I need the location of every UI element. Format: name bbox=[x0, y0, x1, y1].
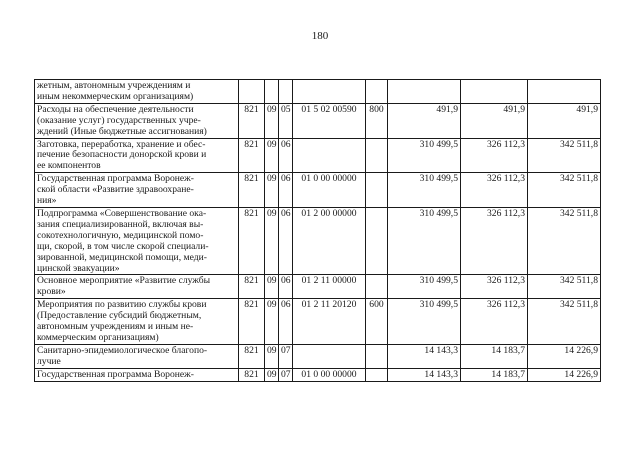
cell-amount-year1: 310 499,5 bbox=[388, 173, 461, 208]
item-name-line: лучие bbox=[37, 355, 61, 367]
item-name-line: автономным учреждениям и иным не- bbox=[37, 321, 194, 333]
cell-section-code bbox=[265, 80, 279, 104]
item-name-line: Основное мероприятие «Развитие службы bbox=[37, 275, 211, 287]
cell-ministry-code: 821 bbox=[239, 138, 265, 173]
table-row bbox=[35, 173, 601, 208]
cell-item-name bbox=[35, 173, 239, 208]
item-name-line: Заготовка, переработка, хранение и обес- bbox=[37, 138, 206, 150]
cell-ministry-code: 821 bbox=[239, 299, 265, 345]
cell-section-code: 09 bbox=[265, 368, 279, 381]
cell-item-name bbox=[35, 207, 239, 274]
item-name-line: Санитарно-эпидемиологическое благопо- bbox=[37, 344, 208, 356]
cell-target-article: 01 0 00 00000 bbox=[293, 173, 366, 208]
cell-amount-year2: 14 183,7 bbox=[461, 368, 528, 381]
cell-subsection-code: 06 bbox=[279, 138, 293, 173]
cell-amount-year1: 491,9 bbox=[388, 103, 461, 138]
item-name-line: ния» bbox=[37, 195, 57, 207]
cell-amount-year2: 326 112,3 bbox=[461, 138, 528, 173]
cell-subsection-code bbox=[279, 80, 293, 104]
item-name-line: Государственная программа Воронеж- bbox=[37, 368, 194, 380]
cell-item-name bbox=[35, 368, 239, 381]
cell-expense-type: 600 bbox=[366, 299, 388, 345]
cell-subsection-code: 06 bbox=[279, 207, 293, 274]
cell-subsection-code: 06 bbox=[279, 299, 293, 345]
cell-amount-year3: 14 226,9 bbox=[528, 368, 601, 381]
item-name-line: жетным, автономным учреждениям и bbox=[37, 80, 191, 91]
cell-amount-year1: 14 143,3 bbox=[388, 368, 461, 381]
cell-section-code: 09 bbox=[265, 207, 279, 274]
cell-item-name bbox=[35, 275, 239, 299]
cell-amount-year3: 342 511,8 bbox=[528, 207, 601, 274]
cell-amount-year1: 310 499,5 bbox=[388, 299, 461, 345]
cell-amount-year2: 326 112,3 bbox=[461, 173, 528, 208]
cell-section-code: 09 bbox=[265, 103, 279, 138]
cell-amount-year1 bbox=[388, 80, 461, 104]
cell-section-code: 09 bbox=[265, 299, 279, 345]
item-name-line: ской области «Развитие здравоохране- bbox=[37, 184, 194, 196]
table-row bbox=[35, 103, 601, 138]
cell-amount-year2: 326 112,3 bbox=[461, 275, 528, 299]
cell-ministry-code: 821 bbox=[239, 368, 265, 381]
budget-table bbox=[34, 79, 601, 382]
cell-amount-year3 bbox=[528, 80, 601, 104]
table-row bbox=[35, 207, 601, 274]
cell-amount-year3: 342 511,8 bbox=[528, 138, 601, 173]
cell-subsection-code: 05 bbox=[279, 103, 293, 138]
cell-subsection-code: 07 bbox=[279, 368, 293, 381]
cell-amount-year3: 342 511,8 bbox=[528, 275, 601, 299]
cell-target-article: 01 0 00 00000 bbox=[293, 368, 366, 381]
item-name-line: (оказание услуг) государственных учре- bbox=[37, 114, 201, 126]
cell-amount-year2: 491,9 bbox=[461, 103, 528, 138]
item-name-line: иным некоммерческим организациям) bbox=[37, 90, 194, 102]
cell-ministry-code bbox=[239, 80, 265, 104]
cell-section-code: 09 bbox=[265, 344, 279, 368]
item-name-line: крови» bbox=[37, 286, 66, 298]
table-row bbox=[35, 344, 601, 368]
cell-amount-year3: 342 511,8 bbox=[528, 173, 601, 208]
item-name-line: Мероприятия по развитию службы крови bbox=[37, 299, 207, 311]
cell-amount-year3: 342 511,8 bbox=[528, 299, 601, 345]
table-row bbox=[35, 368, 601, 381]
cell-amount-year1: 310 499,5 bbox=[388, 275, 461, 299]
table-row bbox=[35, 80, 601, 104]
cell-amount-year3: 14 226,9 bbox=[528, 344, 601, 368]
item-name-line: печение безопасности донорской крови и bbox=[37, 149, 207, 161]
cell-target-article bbox=[293, 80, 366, 104]
cell-target-article: 01 2 11 00000 bbox=[293, 275, 366, 299]
cell-target-article: 01 2 11 20120 bbox=[293, 299, 366, 345]
cell-section-code: 09 bbox=[265, 275, 279, 299]
cell-amount-year2 bbox=[461, 80, 528, 104]
cell-ministry-code: 821 bbox=[239, 275, 265, 299]
cell-expense-type bbox=[366, 275, 388, 299]
cell-amount-year2: 326 112,3 bbox=[461, 207, 528, 274]
item-name-line: ждений (Иные бюджетные ассигнования) bbox=[37, 125, 207, 137]
table-row bbox=[35, 299, 601, 345]
cell-amount-year1: 310 499,5 bbox=[388, 207, 461, 274]
cell-expense-type bbox=[366, 368, 388, 381]
cell-expense-type: 800 bbox=[366, 103, 388, 138]
item-name-line: коммерческим организациям) bbox=[37, 331, 159, 343]
page-number: 180 bbox=[311, 30, 329, 42]
cell-item-name bbox=[35, 299, 239, 345]
cell-amount-year1: 14 143,3 bbox=[388, 344, 461, 368]
cell-ministry-code: 821 bbox=[239, 173, 265, 208]
cell-expense-type bbox=[366, 138, 388, 173]
cell-ministry-code: 821 bbox=[239, 103, 265, 138]
item-name-line: сокотехнологичную, медицинской помо- bbox=[37, 229, 204, 241]
item-name-line: щи, скорой, в том числе скорой специали- bbox=[37, 240, 209, 252]
cell-item-name bbox=[35, 103, 239, 138]
item-name-line: цинской эвакуации» bbox=[37, 262, 120, 274]
cell-subsection-code: 06 bbox=[279, 275, 293, 299]
cell-subsection-code: 06 bbox=[279, 173, 293, 208]
cell-section-code: 09 bbox=[265, 138, 279, 173]
cell-expense-type bbox=[366, 344, 388, 368]
cell-amount-year1: 310 499,5 bbox=[388, 138, 461, 173]
cell-amount-year2: 326 112,3 bbox=[461, 299, 528, 345]
cell-amount-year3: 491,9 bbox=[528, 103, 601, 138]
cell-item-name bbox=[35, 138, 239, 173]
cell-amount-year2: 14 183,7 bbox=[461, 344, 528, 368]
cell-target-article: 01 2 00 00000 bbox=[293, 207, 366, 274]
cell-target-article: 01 5 02 00590 bbox=[293, 103, 366, 138]
item-name-line: Государственная программа Воронеж- bbox=[37, 173, 194, 185]
item-name-line: Расходы на обеспечение деятельности bbox=[37, 103, 194, 115]
item-name-line: ее компонентов bbox=[37, 160, 101, 172]
cell-item-name bbox=[35, 80, 239, 104]
cell-target-article bbox=[293, 138, 366, 173]
cell-expense-type bbox=[366, 173, 388, 208]
cell-ministry-code: 821 bbox=[239, 207, 265, 274]
cell-item-name bbox=[35, 344, 239, 368]
cell-expense-type bbox=[366, 207, 388, 274]
cell-target-article bbox=[293, 344, 366, 368]
item-name-line: зания специализированной, включая вы- bbox=[37, 218, 204, 230]
cell-ministry-code: 821 bbox=[239, 344, 265, 368]
item-name-line: (Предоставление субсидий бюджетным, bbox=[37, 310, 202, 322]
cell-expense-type bbox=[366, 80, 388, 104]
cell-subsection-code: 07 bbox=[279, 344, 293, 368]
table-row bbox=[35, 275, 601, 299]
item-name-line: зированной, медицинской помощи, меди- bbox=[37, 251, 207, 263]
table-row bbox=[35, 138, 601, 173]
cell-section-code: 09 bbox=[265, 173, 279, 208]
item-name-line: Подпрограмма «Совершенствование ока- bbox=[37, 207, 207, 219]
